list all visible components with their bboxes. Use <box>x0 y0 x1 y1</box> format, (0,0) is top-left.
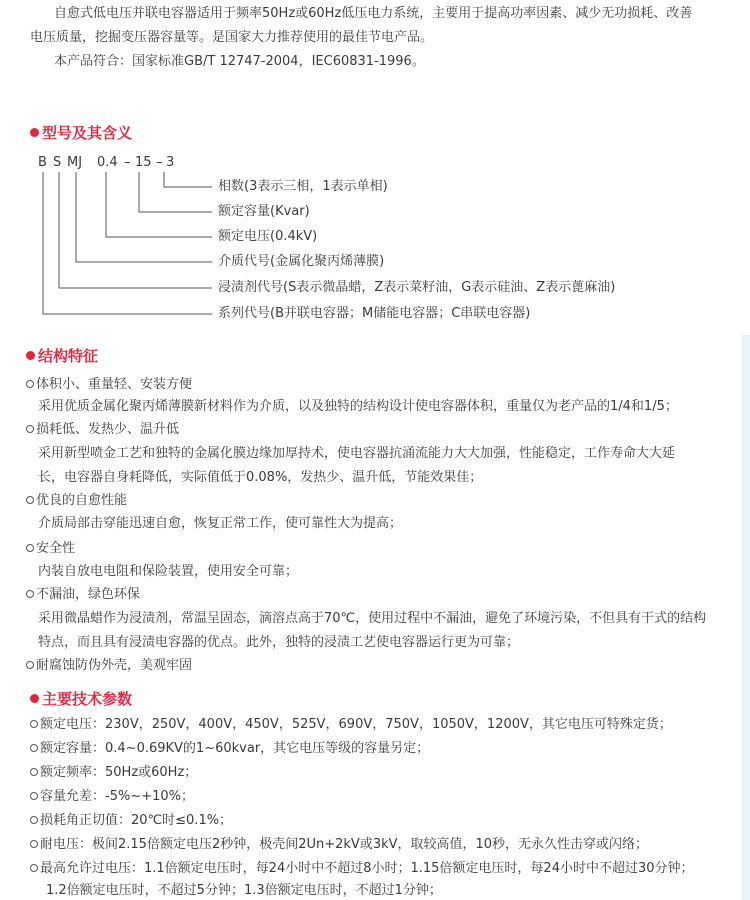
circle-bullet-icon <box>26 496 34 504</box>
circle-bullet-icon <box>26 544 34 552</box>
param-item: 最高允许过电压：1.1倍额定电压时，每24小时中不超过8小时；1.15倍额定电压时，每24小时中不超过30分钟； <box>30 860 694 878</box>
param-item: 损耗角正切值：20℃时≤0.1%； <box>30 812 232 830</box>
label-dielectric: 介质代号(金属化聚丙烯薄膜) <box>218 254 385 269</box>
feature-desc: 采用优质金属化聚丙烯薄膜新材料作为介质，以及独特的结构设计使电容器体积，重量仅为老产品的1/4和1/5； <box>38 399 678 414</box>
circle-bullet-icon <box>30 816 38 824</box>
code-series: B <box>38 155 47 170</box>
feature-title: 优良的自愈性能 <box>26 492 127 510</box>
circle-bullet-icon <box>30 792 38 800</box>
circle-bullet-icon <box>30 744 38 752</box>
feature-desc: 采用微晶蜡作为浸渍剂，常温呈固态，滴溶点高于70℃，使用过程中不漏油，避免了环境污染，不但具有干式的结构 <box>38 611 707 626</box>
structure-heading: 结构特征 <box>26 345 98 366</box>
feature-desc: 内装自放电电阻和保险装置，使用安全可靠； <box>38 564 299 579</box>
code-capacity: 15 <box>135 155 152 170</box>
label-capacity: 额定容量(Kvar) <box>218 204 310 219</box>
right-edge-strip <box>741 335 750 900</box>
circle-bullet-icon <box>30 840 38 848</box>
param-item: 容量允差：-5%~+10%； <box>30 788 194 806</box>
code-dash-2: – <box>156 155 163 170</box>
feature-desc: 长，电容器自身耗降低，实际值低于0.08%，发热少、温升低，节能效果佳； <box>38 470 483 485</box>
param-item: 额定频率：50Hz或60Hz； <box>30 764 197 782</box>
intro-line-1: 自愈式低电压并联电容器适用于频率50Hz或60Hz低压电力系统，主要用于提高功率因素、减少无功损耗、改善 <box>54 6 693 21</box>
feature-desc: 特点，而且具有浸渍电容器的优点。此外，独特的浸渍工艺使电容器运行更为可靠； <box>38 635 520 650</box>
code-impregnant: S <box>53 155 62 170</box>
label-phase: 相数(3表示三相，1表示单相) <box>218 179 388 194</box>
circle-bullet-icon <box>26 661 34 669</box>
circle-bullet-icon <box>30 768 38 776</box>
feature-title: 耐腐蚀防伪外壳，美观牢固 <box>26 657 192 675</box>
label-series: 系列代号(B并联电容器；M储能电容器；C串联电容器) <box>218 306 531 321</box>
code-phase: 3 <box>166 155 175 170</box>
param-item: 耐电压：极间2.15倍额定电压2秒钟，极壳间2Un+2kV或3kV，取较高值，10秒，无永久性击穿或闪络； <box>30 836 648 854</box>
feature-desc: 采用新型喷金工艺和独特的金属化膜边缘加厚持术，使电容器抗涌流能力大大加强，性能稳定，工作寿命大大延 <box>38 446 676 461</box>
circle-bullet-icon <box>30 864 38 872</box>
bullet-dot-icon <box>30 694 39 703</box>
code-voltage: 0.4 <box>97 155 118 170</box>
code-dielectric: MJ <box>67 155 83 170</box>
circle-bullet-icon <box>26 425 34 433</box>
params-heading: 主要技术参数 <box>30 688 132 709</box>
intro-line-2: 电压质量，挖掘变压器容量等。是国家大力推荐使用的最佳节电产品。 <box>30 30 434 45</box>
model-heading: 型号及其含义 <box>30 122 132 143</box>
feature-desc: 介质局部击穿能迅速自愈，恢复正常工作，使可靠性大为提高； <box>38 516 403 531</box>
circle-bullet-icon <box>26 380 34 388</box>
circle-bullet-icon <box>30 720 38 728</box>
param-item: 额定电压：230V，250V，400V，450V，525V，690V，750V，1050V，1200V，其它电压可特殊定货； <box>30 716 672 734</box>
feature-title: 安全性 <box>26 540 75 558</box>
param-item: 额定容量：0.4~0.69KV的1~60kvar，其它电压等级的容量另定； <box>30 740 429 758</box>
label-impregnant: 浸渍剂代号(S表示微晶蜡，Z表示菜籽油，G表示硅油、Z表示蓖麻油) <box>218 280 616 295</box>
param-continuation: 1.2倍额定电压时，不超过5分钟；1.3倍额定电压时，不超过1分钟； <box>46 883 442 898</box>
feature-title: 体积小、重量轻、安装方便 <box>26 376 192 394</box>
feature-title: 不漏油，绿色环保 <box>26 586 140 604</box>
circle-bullet-icon <box>26 590 34 598</box>
code-dash-1: – <box>124 155 131 170</box>
label-voltage: 额定电压(0.4kV) <box>218 229 318 244</box>
bullet-dot-icon <box>26 351 35 360</box>
intro-line-3: 本产品符合：国家标准GB/T 12747-2004，IEC60831-1996。 <box>54 54 425 69</box>
feature-title: 损耗低、发热少、温升低 <box>26 421 179 439</box>
